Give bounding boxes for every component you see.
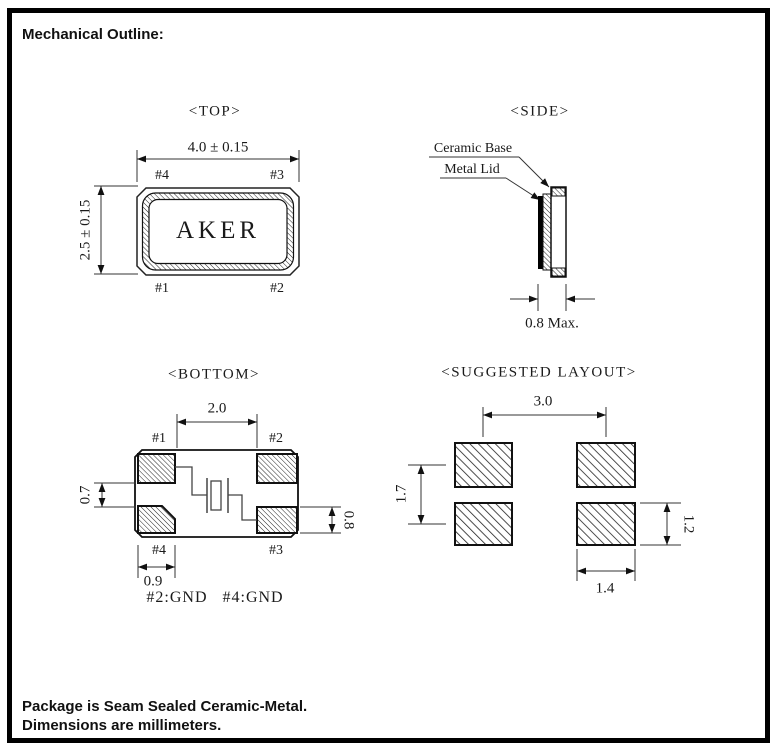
bottom-pin-label-4: #4 bbox=[152, 543, 166, 558]
bottom-span-dimension: 2.0 bbox=[207, 400, 227, 417]
bottom-view-drawing bbox=[94, 414, 341, 578]
top-view-drawing bbox=[94, 150, 299, 275]
top-pin-label-4: #4 bbox=[155, 168, 169, 183]
layout-pitch-x-dimension: 3.0 bbox=[533, 393, 553, 410]
bottom-pad-height-dimension: 0.8 bbox=[340, 510, 357, 530]
layout-view-drawing bbox=[408, 407, 681, 581]
side-view-title: <SIDE> bbox=[510, 103, 570, 120]
top-height-dimension: 2.5 ± 0.15 bbox=[77, 199, 94, 261]
layout-view-title: <SUGGESTED LAYOUT> bbox=[441, 364, 637, 381]
bottom-gap-dimension: 0.7 bbox=[77, 485, 94, 505]
bottom-pin-label-2: #2 bbox=[269, 431, 283, 446]
bottom-pad-width-dimension: 0.9 bbox=[143, 573, 163, 590]
brand-text: AKER bbox=[175, 217, 261, 244]
bottom-pin-label-1: #1 bbox=[152, 431, 166, 446]
top-width-dimension: 4.0 ± 0.15 bbox=[187, 139, 249, 156]
top-pin-label-3: #3 bbox=[270, 168, 284, 183]
layout-pad-height-dimension: 1.2 bbox=[680, 514, 697, 534]
ceramic-base-label: Ceramic Base bbox=[433, 141, 513, 156]
bottom-pin-label-3: #3 bbox=[269, 543, 283, 558]
footer-package-note: Package is Seam Sealed Ceramic-Metal. bbox=[22, 698, 308, 715]
top-view-title: <TOP> bbox=[188, 103, 242, 120]
ground-note: #2:GND #4:GND bbox=[146, 589, 284, 606]
side-view-drawing bbox=[429, 157, 595, 311]
metal-lid-label: Metal Lid bbox=[444, 162, 500, 177]
top-pin-label-1: #1 bbox=[155, 281, 169, 296]
layout-pad-width-dimension: 1.4 bbox=[595, 580, 615, 597]
layout-pitch-y-dimension: 1.7 bbox=[393, 484, 410, 504]
page-title: Mechanical Outline: bbox=[22, 26, 164, 43]
footer-units-note: Dimensions are millimeters. bbox=[22, 717, 222, 734]
side-thickness-dimension: 0.8 Max. bbox=[525, 315, 579, 332]
top-pin-label-2: #2 bbox=[270, 281, 284, 296]
bottom-view-title: <BOTTOM> bbox=[168, 366, 260, 383]
